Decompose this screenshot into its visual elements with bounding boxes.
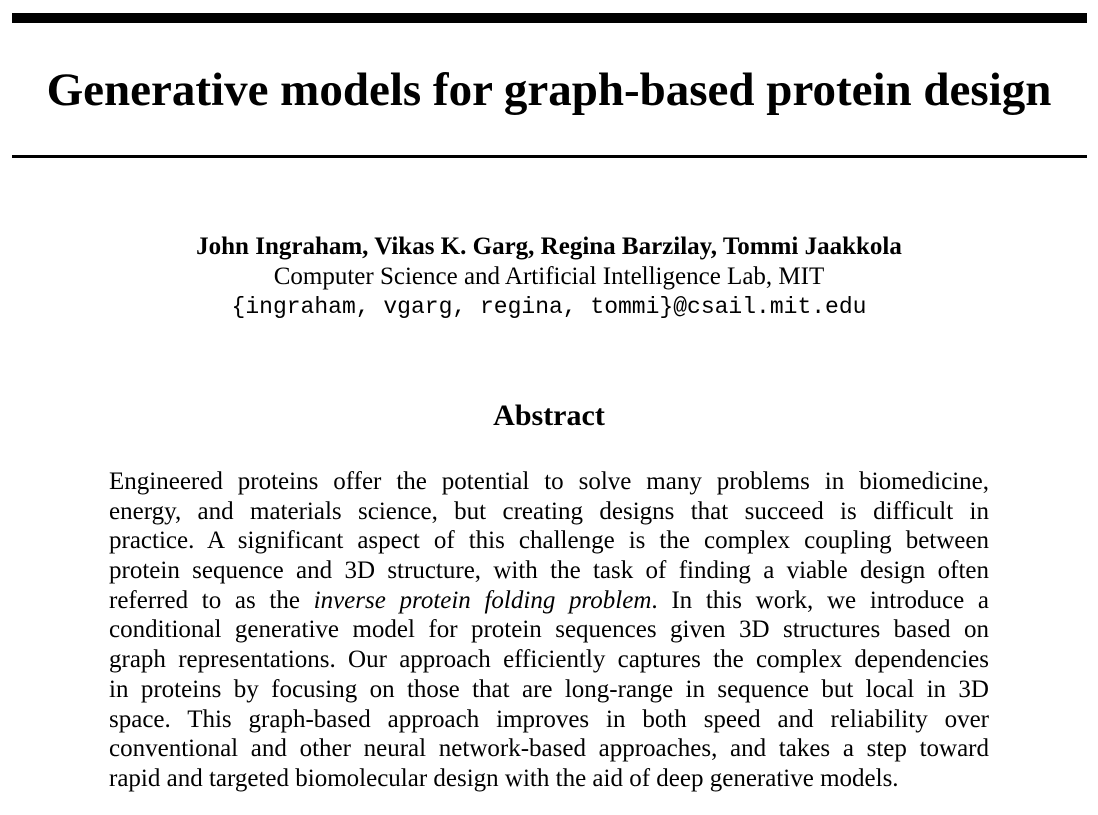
abstract-line: conditional generative model for protein sequences given 3D structures based on xyxy=(109,616,989,644)
abstract-line: Engineered proteins offer the potential to solve many problems in biomedicine, xyxy=(109,468,989,495)
abstract-line: conventional and other neural network-based approaches, and takes a step toward xyxy=(109,735,989,763)
abstract-line: energy, and materials science, but creating designs that succeed is difficult in xyxy=(109,497,989,525)
author-names: John Ingraham, Vikas K. Garg, Regina Barzilay, Tommi Jaakkola xyxy=(196,233,902,260)
title-bottom-rule xyxy=(12,155,1087,158)
abstract-line xyxy=(109,586,989,616)
abstract-line: practice. A significant aspect of this challenge is the complex coupling between xyxy=(109,527,989,555)
abstract-line: rapid and targeted biomolecular design with the aid of deep generative models. xyxy=(109,764,899,792)
abstract-text-span: referred to as the xyxy=(109,586,314,614)
paper-title: Generative models for graph-based protein design xyxy=(46,64,1052,116)
author-block xyxy=(0,232,1098,322)
abstract-body xyxy=(109,467,989,794)
abstract-heading: Abstract xyxy=(493,399,605,432)
author-affiliation: Computer Science and Artificial Intelligence Lab, MIT xyxy=(273,263,825,290)
abstract-line: graph representations. Our approach efficiently captures the complex dependencies xyxy=(109,646,989,674)
abstract-italic-term: inverse protein folding problem xyxy=(313,586,652,614)
author-emails: {ingraham, vgarg, regina, tommi}@csail.mit.edu xyxy=(231,294,867,320)
abstract-line: protein sequence and 3D structure, with the task of finding a viable design often xyxy=(109,557,989,585)
top-rule xyxy=(12,13,1087,23)
abstract-line: in proteins by focusing on those that are long-range in sequence but local in 3D xyxy=(109,675,989,703)
abstract-text-span: . In this work, we introduce a xyxy=(651,586,990,614)
abstract-line: space. This graph-based approach improves in both speed and reliability over xyxy=(109,705,989,733)
